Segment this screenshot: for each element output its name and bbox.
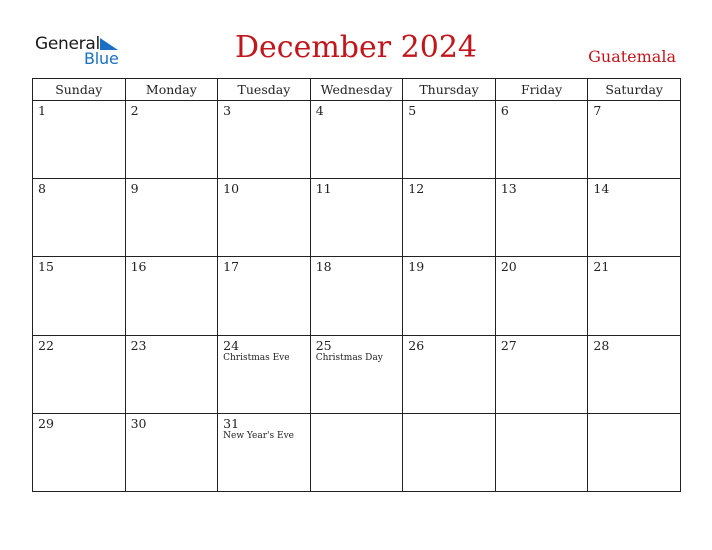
day-cell bbox=[310, 413, 403, 491]
day-cell bbox=[403, 257, 496, 335]
day-number: 31 bbox=[223, 415, 240, 431]
day-cell bbox=[403, 179, 496, 257]
day-cell bbox=[588, 179, 681, 257]
logo-text-general: General bbox=[35, 34, 100, 54]
day-number: 17 bbox=[223, 259, 240, 275]
day-cell bbox=[310, 257, 403, 335]
day-cell bbox=[33, 257, 126, 335]
day-number: 23 bbox=[130, 337, 147, 353]
day-cell bbox=[588, 101, 681, 179]
day-cell bbox=[125, 101, 218, 179]
day-cell bbox=[495, 335, 588, 413]
day-number: 7 bbox=[593, 103, 602, 118]
day-cell bbox=[125, 335, 218, 413]
day-cell bbox=[33, 335, 126, 413]
day-cell bbox=[310, 335, 403, 413]
day-number: 13 bbox=[500, 181, 517, 197]
day-cell bbox=[403, 335, 496, 413]
day-cell bbox=[495, 101, 588, 179]
day-number: 15 bbox=[38, 259, 54, 275]
day-cell bbox=[218, 179, 311, 257]
weekday-header: Tuesday bbox=[218, 79, 311, 101]
day-cell bbox=[125, 179, 218, 257]
day-number: 30 bbox=[130, 415, 147, 431]
day-cell bbox=[403, 413, 496, 491]
weekday-header: Friday bbox=[495, 79, 588, 101]
day-number: 2 bbox=[130, 103, 139, 118]
day-cell bbox=[218, 335, 311, 413]
day-number: 9 bbox=[130, 181, 139, 197]
day-cell bbox=[125, 413, 218, 491]
country-label: Guatemala bbox=[588, 47, 676, 66]
day-cell bbox=[33, 179, 126, 257]
day-number: 3 bbox=[223, 103, 232, 118]
weekday-header: Saturday bbox=[588, 79, 681, 101]
week-row bbox=[33, 335, 681, 413]
day-number: 20 bbox=[500, 259, 517, 275]
day-number: 18 bbox=[315, 259, 332, 275]
day-number: 25 bbox=[315, 337, 332, 353]
weekday-header: Monday bbox=[125, 79, 218, 101]
day-cell bbox=[588, 257, 681, 335]
week-row bbox=[33, 101, 681, 179]
day-number: 8 bbox=[38, 181, 46, 197]
weekday-header: Sunday bbox=[33, 79, 126, 101]
day-number: 27 bbox=[500, 337, 517, 353]
day-number: 1 bbox=[38, 103, 46, 118]
day-cell bbox=[588, 335, 681, 413]
day-number: 14 bbox=[593, 181, 610, 197]
day-number: 26 bbox=[408, 337, 425, 353]
day-number: 5 bbox=[408, 103, 417, 118]
calendar-title: December 2024 bbox=[235, 30, 477, 65]
day-number: 12 bbox=[408, 181, 425, 197]
week-row bbox=[33, 179, 681, 257]
day-cell bbox=[218, 413, 311, 491]
calendar-grid bbox=[32, 78, 681, 492]
holiday-label: Christmas Day bbox=[315, 352, 383, 363]
weekday-header: Thursday bbox=[403, 79, 496, 101]
weekday-header: Wednesday bbox=[310, 79, 403, 101]
day-cell bbox=[495, 413, 588, 491]
day-cell bbox=[495, 257, 588, 335]
week-row bbox=[33, 413, 681, 491]
day-number: 16 bbox=[130, 259, 147, 275]
logo-text-blue: Blue bbox=[84, 49, 119, 68]
day-number: 11 bbox=[315, 181, 332, 197]
day-cell bbox=[588, 413, 681, 491]
day-number: 29 bbox=[38, 415, 54, 431]
day-cell bbox=[218, 257, 311, 335]
day-number: 10 bbox=[223, 181, 240, 197]
day-cell bbox=[495, 179, 588, 257]
day-number: 19 bbox=[408, 259, 425, 275]
holiday-label: New Year's Eve bbox=[223, 430, 294, 441]
day-cell bbox=[125, 257, 218, 335]
day-cell bbox=[33, 101, 126, 179]
weekday-header-row bbox=[33, 79, 681, 101]
day-number: 28 bbox=[593, 337, 610, 353]
day-number: 24 bbox=[223, 337, 240, 353]
week-row bbox=[33, 257, 681, 335]
day-cell bbox=[310, 101, 403, 179]
day-number: 4 bbox=[315, 103, 324, 118]
day-number: 21 bbox=[593, 259, 610, 275]
day-number: 22 bbox=[38, 337, 54, 353]
day-number: 6 bbox=[500, 103, 509, 118]
day-cell bbox=[218, 101, 311, 179]
day-cell bbox=[33, 413, 126, 491]
day-cell bbox=[403, 101, 496, 179]
day-cell bbox=[310, 179, 403, 257]
holiday-label: Christmas Eve bbox=[223, 352, 290, 363]
